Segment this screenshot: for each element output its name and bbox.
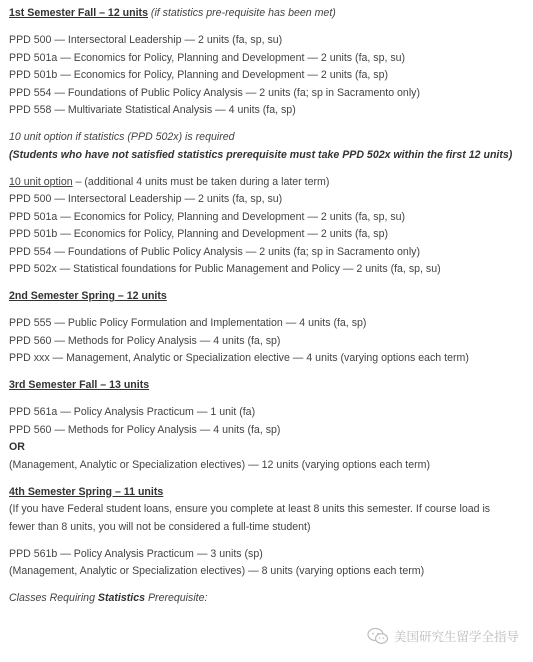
course-line: PPD 500 — Intersectoral Leadership — 2 units (fa, sp, su) [9, 193, 283, 205]
option10-heading-line [9, 174, 529, 192]
footer-line [9, 590, 529, 608]
sem1-heading: 1st Semester Fall – 12 units [9, 7, 148, 19]
course-line: PPD 501a — Economics for Policy, Planning and Development — 2 units (fa, sp, su) [9, 51, 406, 64]
wechat-icon [367, 627, 389, 645]
course-line: PPD 500 — Intersectoral Leadership — 2 units (fa, sp, su) [9, 34, 283, 46]
course-line: PPD 561a — Policy Analysis Practicum — 1 unit (fa) [9, 406, 256, 418]
option10-heading-note: – (additional 4 units must be taken during a later term) [72, 175, 330, 188]
footer-suffix: Prerequisite: [145, 592, 208, 604]
course-line: PPD 554 — Foundations of Public Policy Analysis — 2 units (fa; sp in Sacramento only) [9, 245, 420, 258]
course-line: PPD 501b — Economics for Policy, Planning and Development — 2 units (fa, sp) [9, 228, 389, 240]
sem2-heading: 2nd Semester Spring – 12 units [9, 290, 167, 302]
watermark-text: 美国研究生留学全指导 [393, 630, 519, 644]
sem4-heading: 4th Semester Spring – 11 units [9, 485, 164, 498]
sem1-heading-note: (if statistics pre-requisite has been met) [147, 7, 336, 19]
document [9, 5, 529, 608]
footer-bold: Statistics [97, 592, 146, 604]
course-line: PPD 501a — Economics for Policy, Planning and Development — 2 units (fa, sp, su) [9, 210, 406, 223]
sem1-heading-line [9, 5, 529, 23]
sem3-heading: 3rd Semester Fall – 13 units [9, 379, 150, 391]
course-line: (Management, Analytic or Specialization electives) — 8 units (varying options each term) [9, 565, 425, 577]
course-line: PPD xxx — Management, Analytic or Specialization elective — 4 units (varying options each term) [9, 352, 469, 364]
option10-heading: 10 unit option [9, 175, 73, 188]
course-line: PPD 501b — Economics for Policy, Planning and Development — 2 units (fa, sp) [9, 69, 389, 81]
option-warning: (Students who have not satisfied statistics prerequisite must take PPD 502x within the first 12 units) [9, 148, 513, 161]
loan-note-line: fewer than 8 units, you will not be considered a full-time student) [9, 520, 311, 533]
course-line: PPD 558 — Multivariate Statistical Analysis — 4 units (fa, sp) [9, 104, 296, 116]
course-line: PPD 502x — Statistical foundations for Public Management and Policy — 2 units (fa, sp, su) [9, 263, 441, 275]
loan-note-line: (If you have Federal student loans, ensure you complete at least 8 units this semester. If course load is [9, 503, 491, 515]
footer-prefix: Classes Requiring [9, 592, 98, 604]
course-line: PPD 554 — Foundations of Public Policy Analysis — 2 units (fa; sp in Sacramento only) [9, 86, 420, 99]
course-line: PPD 561b — Policy Analysis Practicum — 3 units (sp) [9, 547, 263, 560]
course-line: PPD 555 — Public Policy Formulation and Implementation — 4 units (fa, sp) [9, 317, 367, 329]
watermark [367, 626, 519, 646]
or-label: OR [9, 441, 25, 453]
course-line: PPD 560 — Methods for Policy Analysis — 4 units (fa, sp) [9, 423, 281, 436]
course-line: PPD 560 — Methods for Policy Analysis — 4 units (fa, sp) [9, 334, 281, 347]
option-note: 10 unit option if statistics (PPD 502x) is required [9, 131, 235, 143]
course-line: (Management, Analytic or Specialization electives) — 12 units (varying options each term) [9, 458, 431, 471]
